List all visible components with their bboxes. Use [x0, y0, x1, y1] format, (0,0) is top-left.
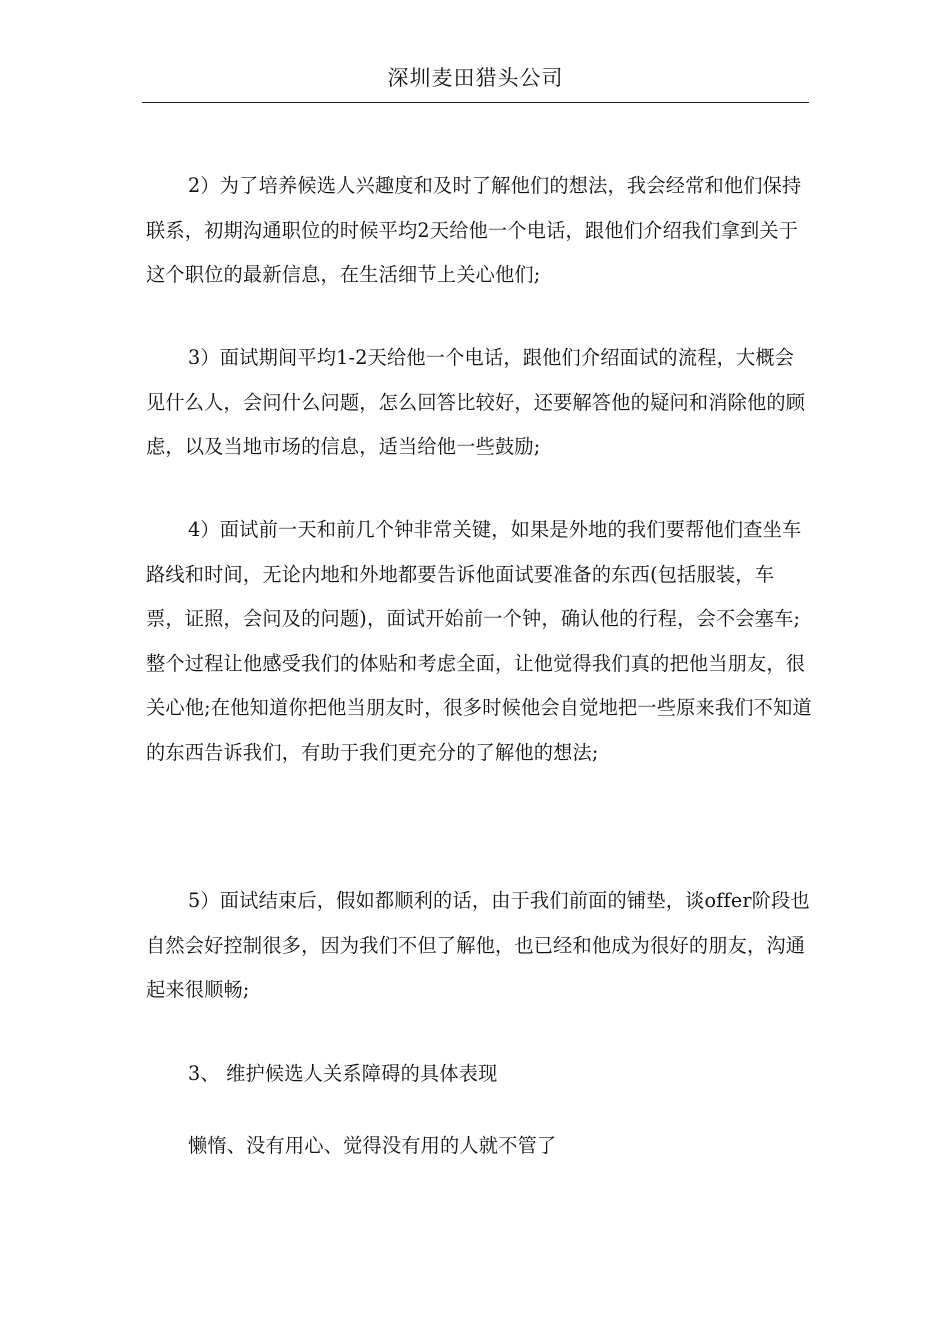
header-divider	[142, 102, 809, 103]
page-header-title: 深圳麦田猎头公司	[387, 66, 564, 90]
paragraph-obstacles: 懒惰、没有用心、觉得没有用的人就不管了	[188, 1134, 557, 1157]
paragraph-step-5: 5）面试结束后，假如都顺利的话，由于我们前面的铺垫，谈offer阶段也自然会好控制很多，因为我们不但了解他，也已经和他成为很好的朋友，沟通起来很顺畅;	[146, 889, 810, 1002]
section-heading-3: 3、 维护候选人关系障碍的具体表现	[188, 1062, 498, 1085]
paragraph-step-2: 2）为了培养候选人兴趣度和及时了解他们的想法，我会经常和他们保持联系，初期沟通职位的时候平均2天给他一个电话，跟他们介绍我们拿到关于这个职位的最新信息，在生活细节上关心他们;	[146, 174, 802, 287]
paragraph-step-3: 3）面试期间平均1-2天给他一个电话，跟他们介绍面试的流程，大概会见什么人，会问什么问题，怎么回答比较好，还要解答他的疑问和消除他的顾虑，以及当地市场的信息，适当给他一些鼓励;	[146, 346, 806, 459]
paragraph-step-4: 4）面试前一天和前几个钟非常关键，如果是外地的我们要帮他们查坐车路线和时间，无论内地和外地都要告诉他面试要准备的东西(包括服装，车票，证照，会问及的问题)，面试开始前一个钟，确认他的行程，会不会塞车;整个过程让他感受我们的体贴和考虑全面，让他觉得我们真的把他当朋友，很关心他;在他知道你把他当朋友时，很多时候他会自觉地把一些原来我们不知道的东西告诉我们，有助于我们更充分的了解他的想法;	[146, 518, 812, 764]
